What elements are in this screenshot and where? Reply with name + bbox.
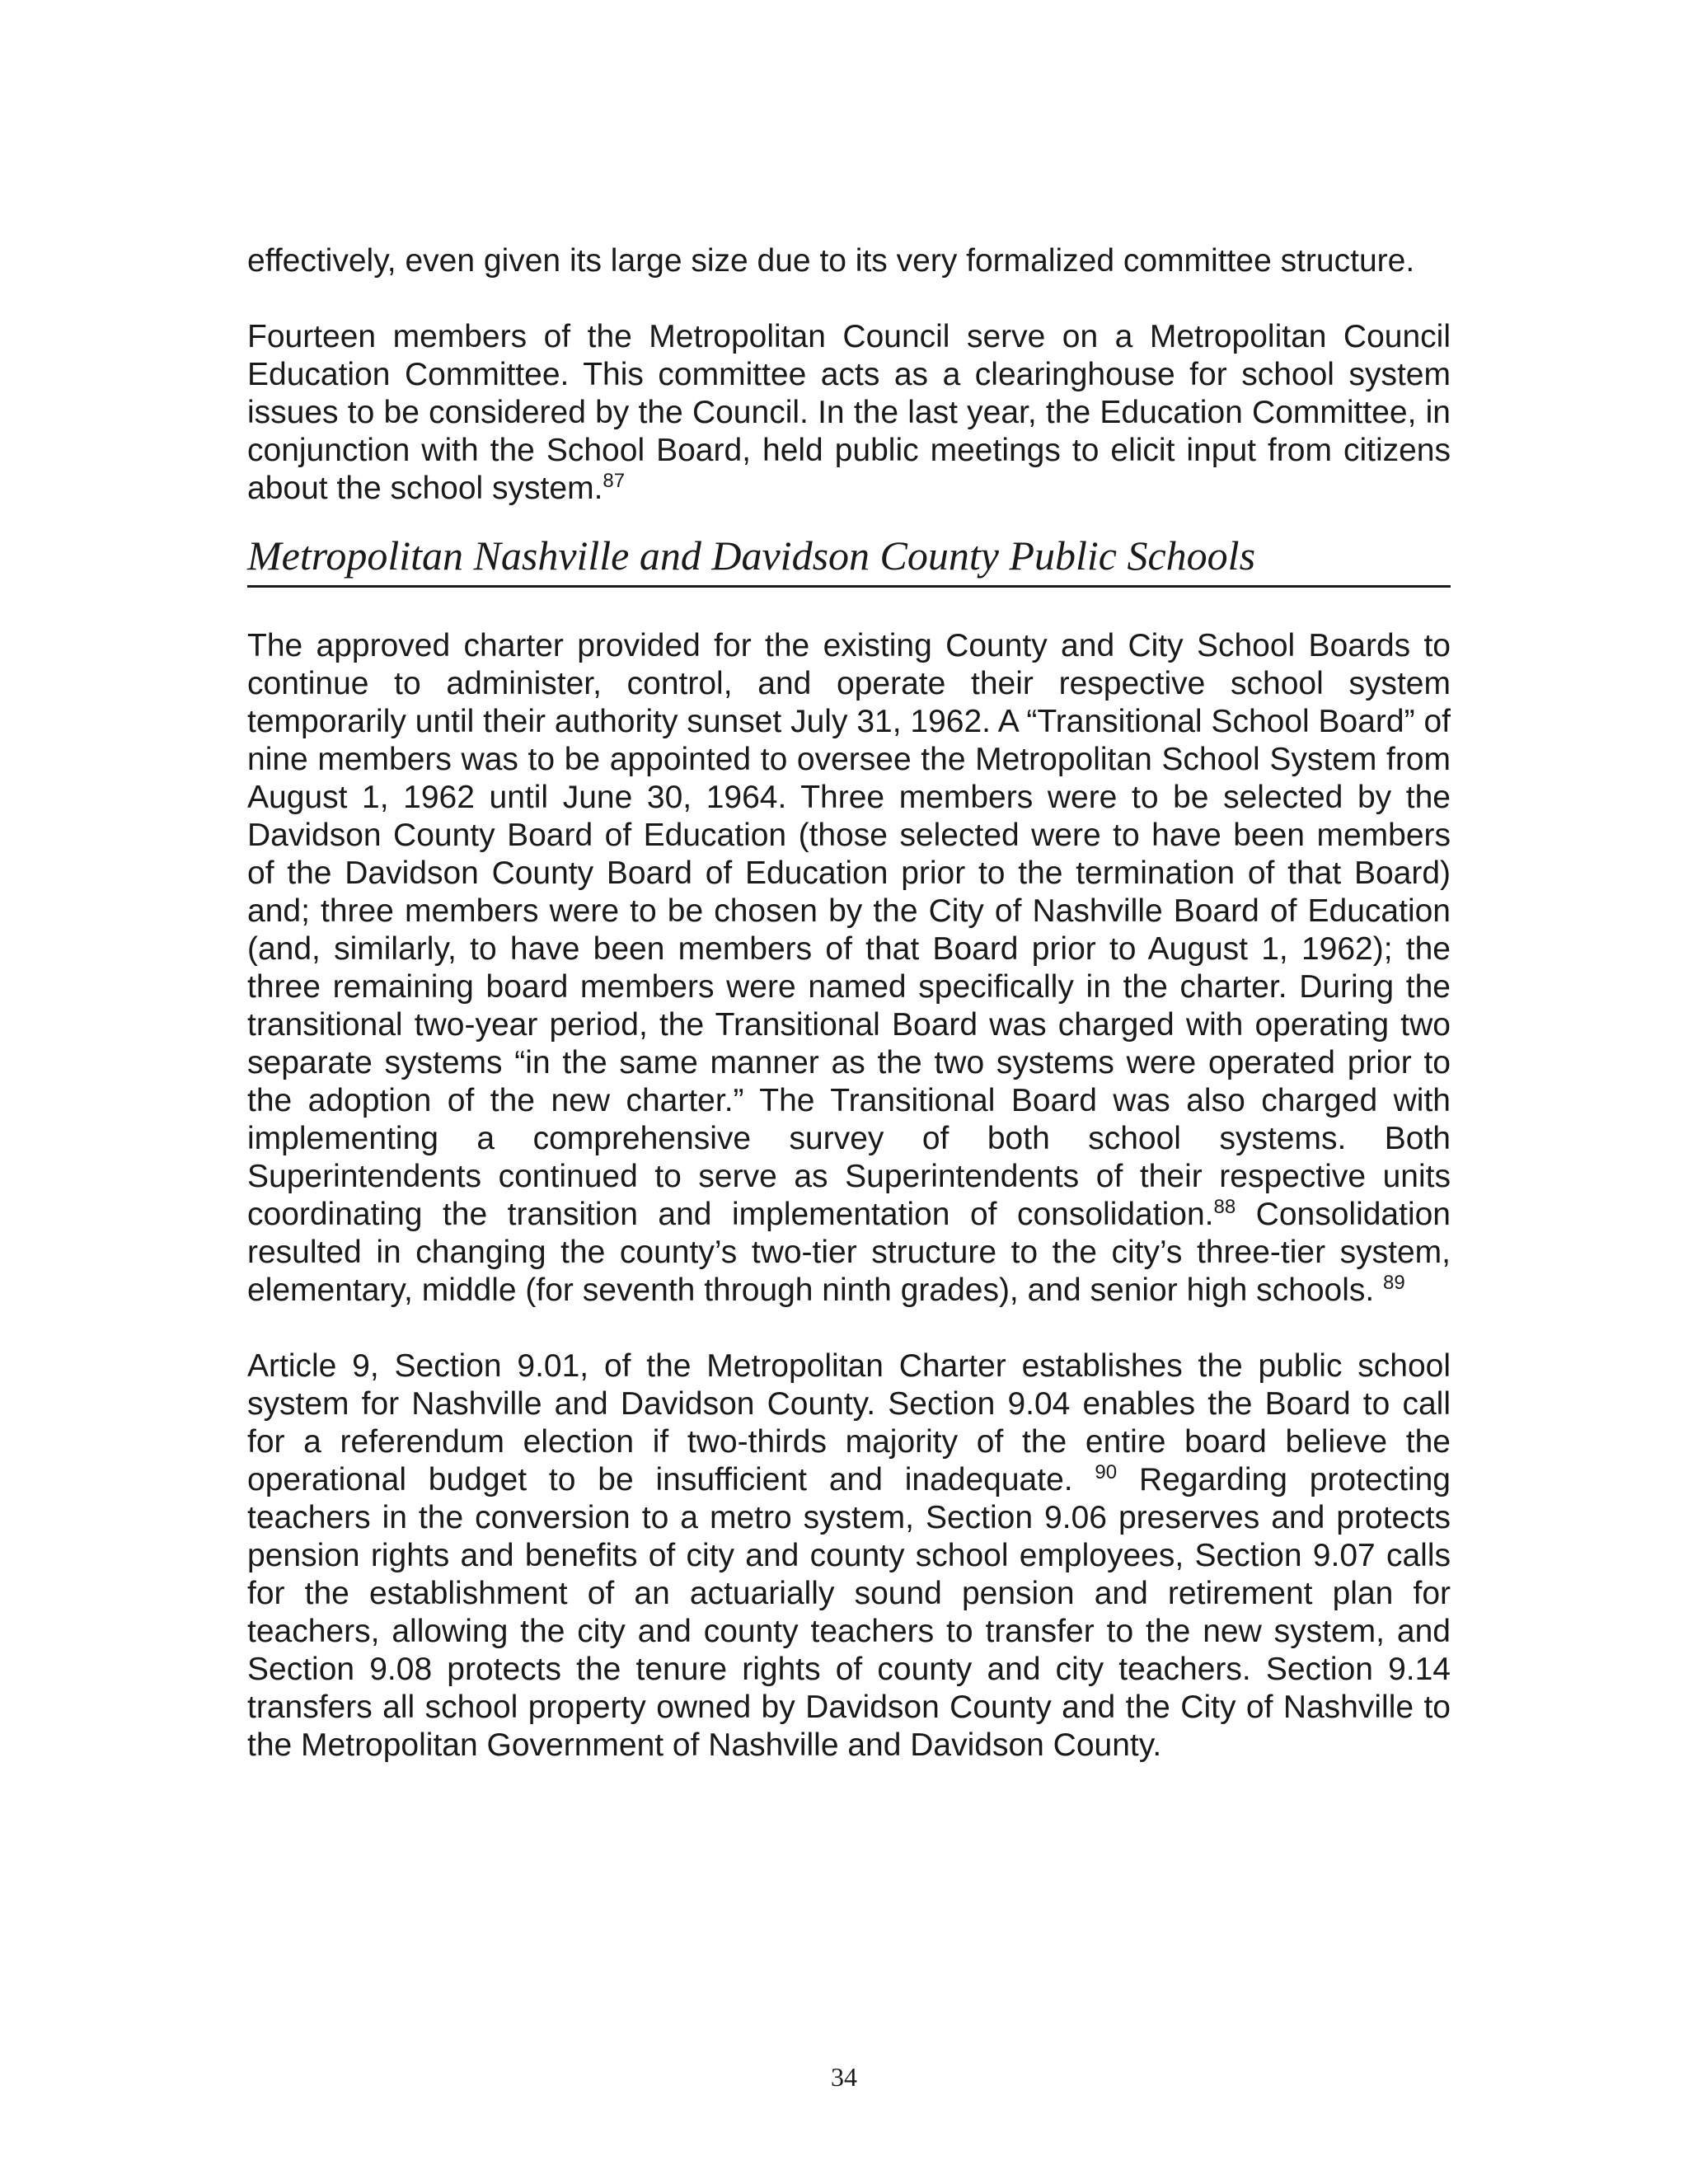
section-heading: Metropolitan Nashville and Davidson County Public Schools: [247, 532, 1256, 579]
body-paragraph: [247, 242, 1451, 280]
paragraph-text: The approved charter provided for the existing County and City School Boards to continue to administer, control, and operate their respective school system temporarily until their authority sunset July 31, 1962. A “Transitional School Board” of nine members was to be appointed to oversee the Metropolitan School System from August 1, 1962 until June 30, 1964. Three members were to be selected by the Davidson County Board of Education (those selected were to have been members of the Davidson County Board of Education prior to the termination of that Board) and; three members were to be chosen by the City of Nashville Board of Education (and, similarly, to have been members of that Board prior to August 1, 1962); the three remaining board members were named specifically in the charter. During the transitional two-year period, the Transitional Board was charged with operating two separate systems “in the same manner as the two systems were operated prior to the adoption of the new charter.” The Transitional Board was also charged with implementing a comprehensive survey of both school systems. Both Superintendents continued to serve as Superintendents of their respective units coordinating the transition and implementation of consolidation.: [247, 628, 1451, 1232]
paragraph-text: Consolidation resulted in changing the county’s two-tier structure to the city’s three-tier system, elementary, middle (for seventh through ninth grades), and senior high schools.: [247, 1197, 1451, 1308]
paragraph-text: Article 9, Section 9.01, of the Metropolitan Charter establishes the public school system for Nashville and Davidson County. Section 9.04 enables the Board to call for a referendum election if two-thirds majority of the entire board believe the operational budget to be insufficient and inadequate.: [247, 1348, 1451, 1497]
footnote-marker: 90: [1095, 1461, 1118, 1483]
body-paragraph: [247, 318, 1451, 508]
body-paragraph: [247, 1347, 1451, 1765]
paragraphs-before-heading: [247, 242, 1451, 508]
section-heading-block: [247, 531, 1451, 588]
paragraphs-after-heading: [247, 627, 1451, 1765]
paragraph-text: Regarding protecting teachers in the conversion to a metro system, Section 9.06 preserves and protects pension rights and benefits of city and county school employees, Section 9.07 calls for the establishment of an actuarially sound pension and retirement plan for teachers, allowing the city and county teachers to transfer to the new system, and Section 9.08 protects the tenure rights of county and city teachers. Section 9.14 transfers all school property owned by Davidson County and the City of Nashville to the Metropolitan Government of Nashville and Davidson County.: [247, 1462, 1451, 1763]
page-number: 34: [831, 2062, 857, 2092]
footnote-marker: 89: [1383, 1272, 1405, 1294]
paragraph-text: effectively, even given its large size due to its very formalized committee structure.: [247, 243, 1415, 279]
footnote-marker: 87: [603, 470, 626, 492]
footnote-marker: 88: [1213, 1196, 1236, 1218]
paragraph-text: Fourteen members of the Metropolitan Council serve on a Metropolitan Council Education Committee. This committee acts as a clearinghouse for school system issues to be considered by the Council. In the last year, the Education Committee, in conjunction with the School Board, held public meetings to elicit input from citizens about the school system.: [247, 319, 1451, 506]
page-content: [247, 242, 1451, 1765]
body-paragraph: [247, 627, 1451, 1310]
